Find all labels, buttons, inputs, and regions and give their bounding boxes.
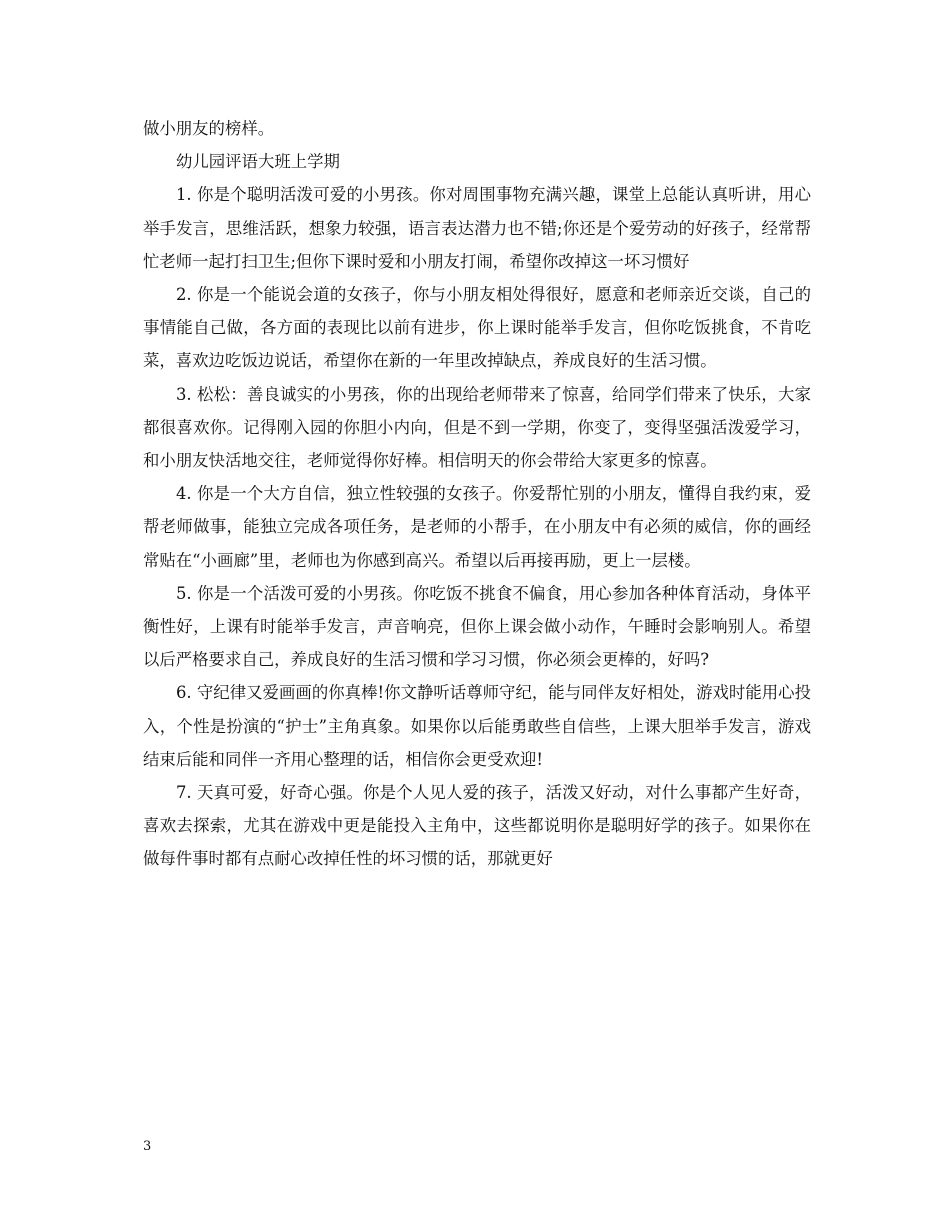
section-heading: 幼儿园评语大班上学期 xyxy=(176,152,340,172)
comment-item-5: 5. 你是一个活泼可爱的小男孩。你吃饭不挑食不偏食，用心参加各种体育活动，身体平衡性好，上课有时能举手发言，声音响亮，但你上课会做小动作，午睡时会影响别人。希望以后严格要求自己，养成良好的生活习惯和学习习惯，你必须会更棒的，好吗? xyxy=(143,583,811,670)
comment-item-3: 3. 松松：善良诚实的小男孩，你的出现给老师带来了惊喜，给同学们带来了快乐，大家都很喜欢你。记得刚入园的你胆小内向，但是不到一学期，你变了，变得坚强活泼爱学习，和小朋友快活地交往，老师觉得你好棒。相信明天的你会带给大家更多的惊喜。 xyxy=(143,384,811,471)
comment-item-6: 6. 守纪律又爱画画的你真棒!你文静听话尊师守纪，能与同伴友好相处，游戏时能用心投入，个性是扮演的“护士”主角真象。如果你以后能勇敢些自信些，上课大胆举手发言，游戏结束后能和同伴一齐用心整理的话，相信你会更受欢迎! xyxy=(143,683,811,769)
comment-item-1: 1. 你是个聪明活泼可爱的小男孩。你对周围事物充满兴趣，课堂上总能认真听讲，用心举手发言，思维活跃，想象力较强，语言表达潜力也不错;你还是个爱劳动的好孩子，经常帮忙老师一起打扫卫生;但你下课时爱和小朋友打闹，希望你改掉这一坏习惯好 xyxy=(143,185,811,271)
paragraph-continuation: 做小朋友的榜样。 xyxy=(143,119,275,138)
document-body xyxy=(143,112,811,876)
page-number: 3 xyxy=(143,1139,152,1154)
comment-item-7: 7. 天真可爱，好奇心强。你是个人见人爱的孩子，活泼又好动，对什么事都产生好奇，喜欢去探索，尤其在游戏中更是能投入主角中，这些都说明你是聪明好学的孩子。如果你在做每件事时都有点耐心改掉任性的坏习惯的话，那就更好 xyxy=(143,783,811,869)
comment-item-4: 4. 你是一个大方自信，独立性较强的女孩子。你爱帮忙别的小朋友，懂得自我约束，爱帮老师做事，能独立完成各项任务，是老师的小帮手，在小朋友中有必须的威信，你的画经常贴在“小画廊”里，老师也为你感到高兴。希望以后再接再励，更上一层楼。 xyxy=(143,484,811,570)
comment-item-2: 2. 你是一个能说会道的女孩子，你与小朋友相处得很好，愿意和老师亲近交谈，自己的事情能自己做，各方面的表现比以前有进步，你上课时能举手发言，但你吃饭挑食，不肯吃菜，喜欢边吃饭边说话，希望你在新的一年里改掉缺点，养成良好的生活习惯。 xyxy=(143,285,811,371)
